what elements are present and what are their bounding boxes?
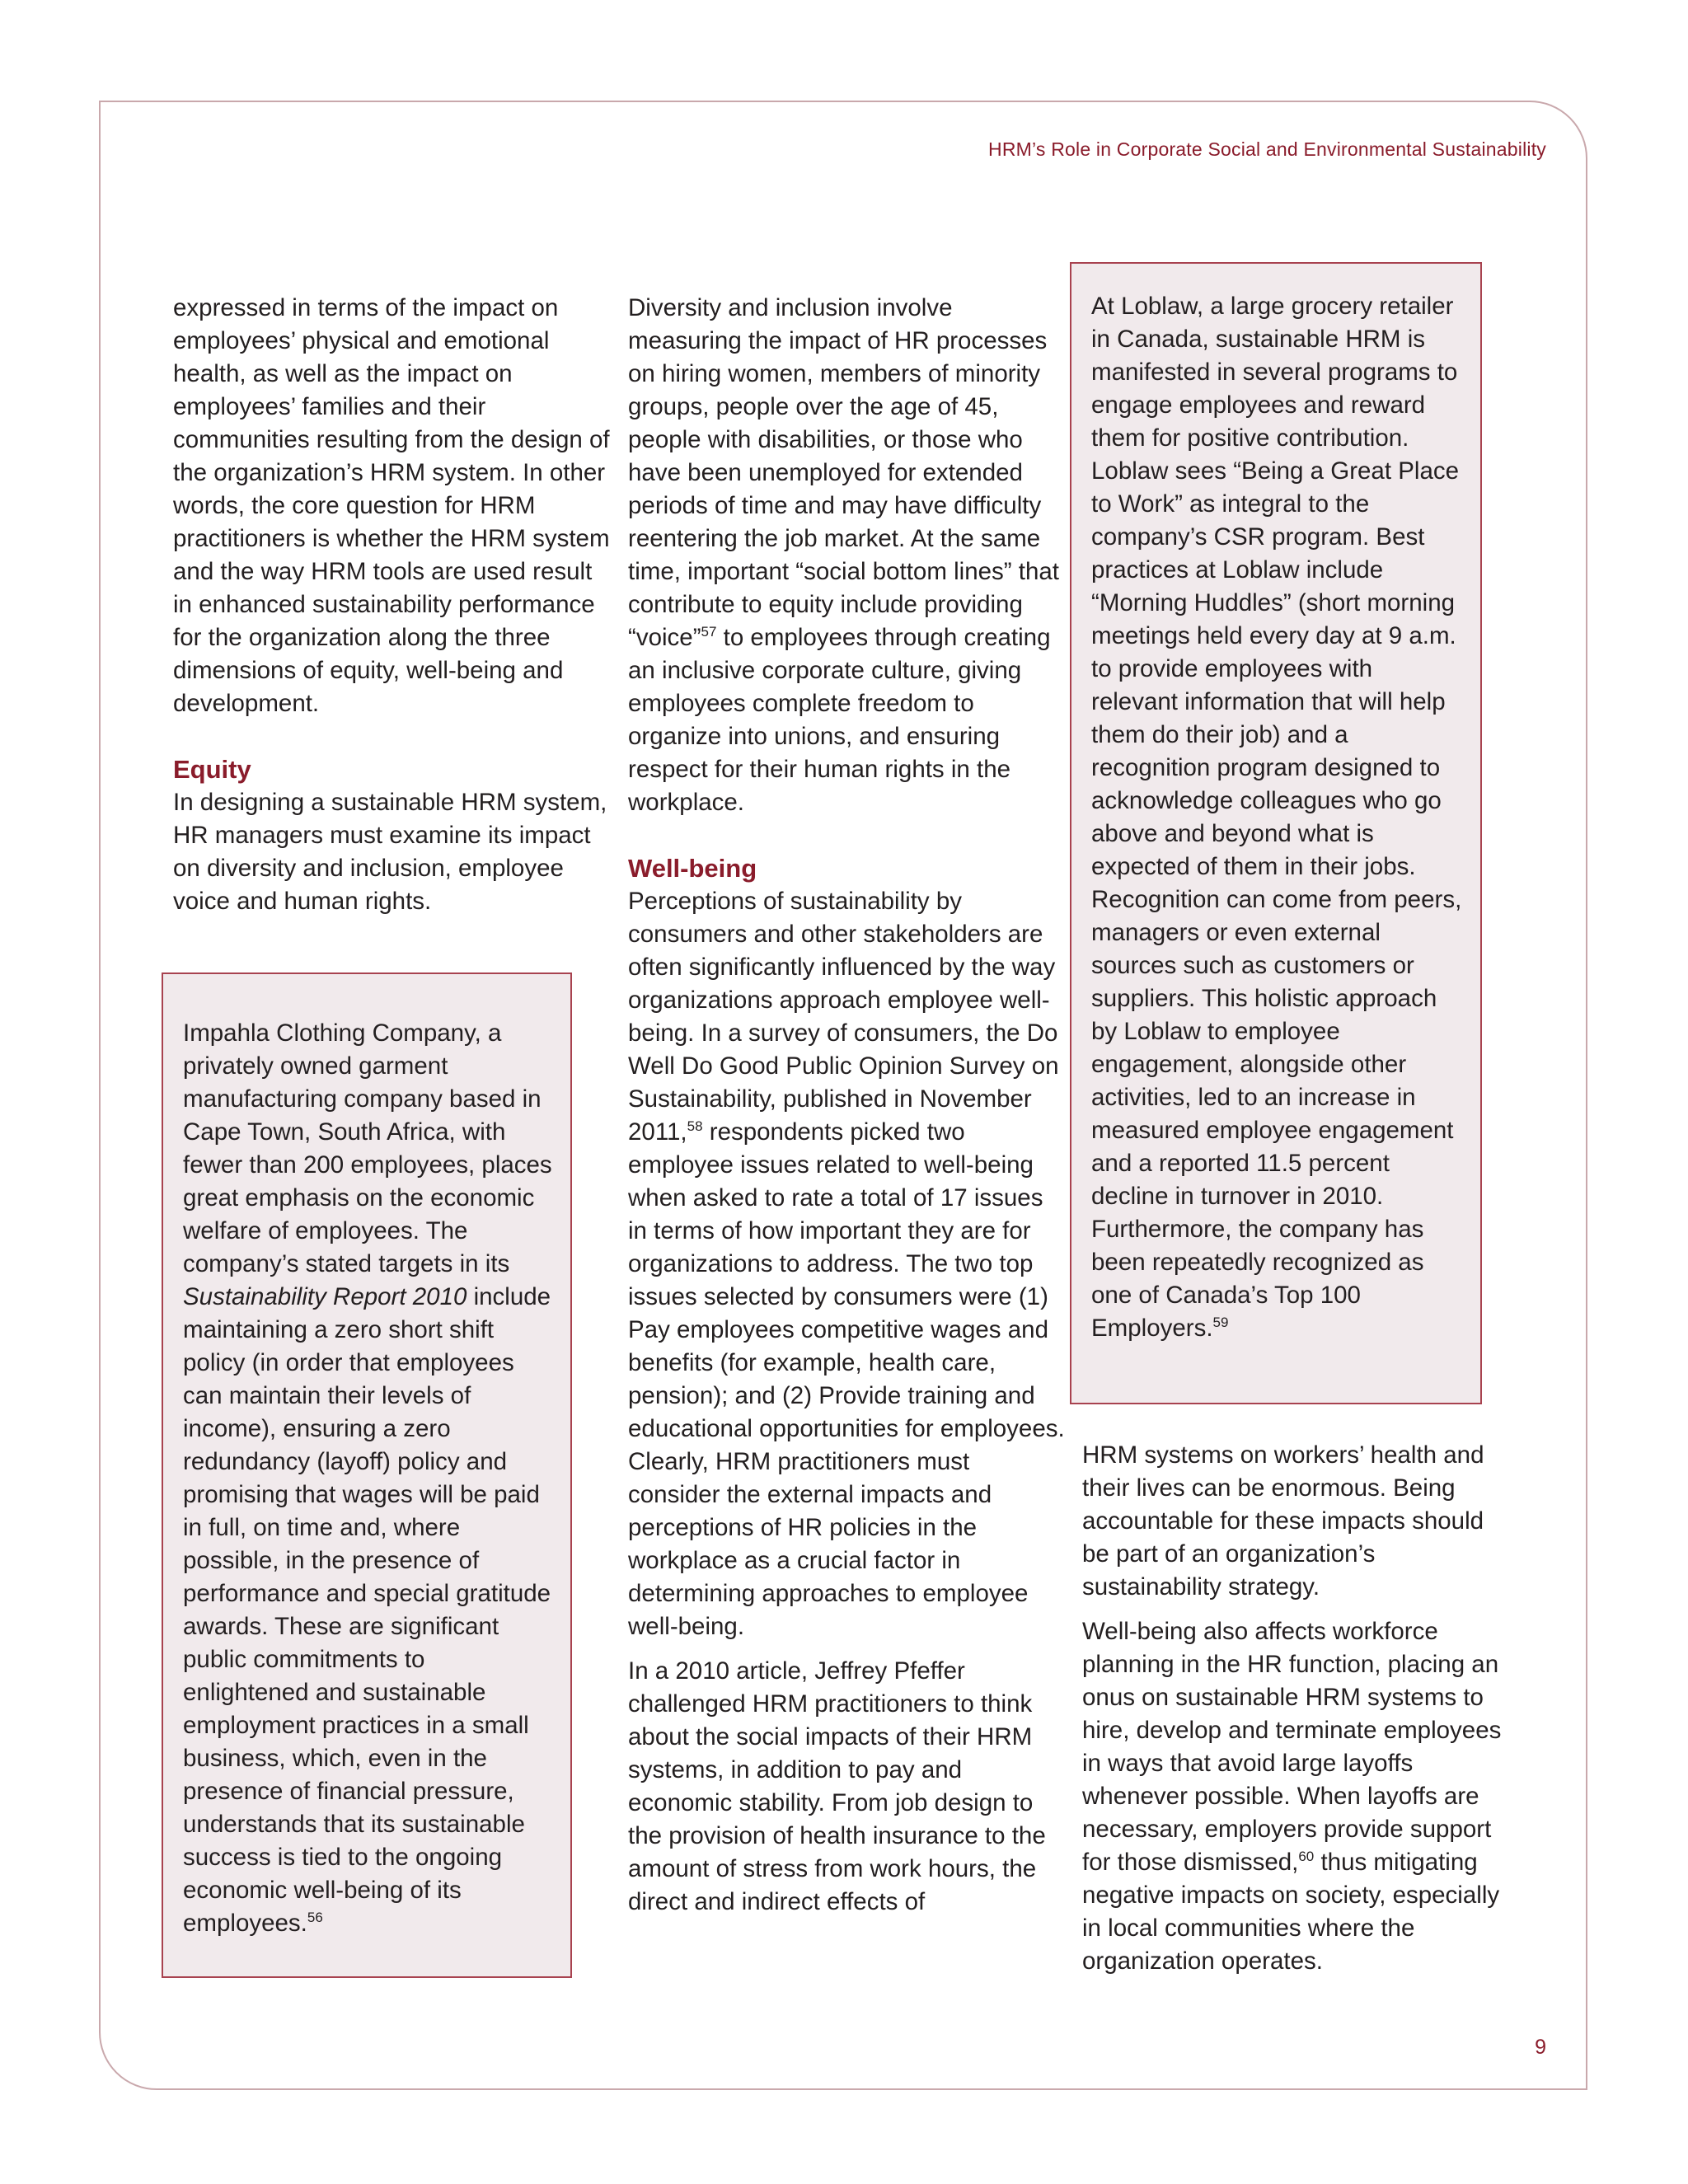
- impahla-case-box: [162, 972, 572, 1978]
- column-middle: [628, 292, 1065, 1919]
- wellbeing-paragraph: Perceptions of sustainability by consumers and other stakeholders are often significantly influenced by the way organizations approach employee well-being. In a survey of consumers, the Do Well Do Good Public Opinion Survey on Sustainability, published in November 2011,58 respondents picked two employee issues related to well-being when asked to rate a total of 17 issues in terms of how important they are for organizations to address. The two top issues selected by consumers were (1) Pay employees competitive wages and benefits (for example, health care, pension); and (2) Provide training and educational opportunities for employees. Clearly, HRM practitioners must consider the external impacts and perceptions of HR policies in the workplace as a crucial factor in determining approaches to employee well-being.: [628, 888, 1065, 1640]
- report-title: Sustainability Report 2010: [183, 1283, 467, 1310]
- running-head: HRM’s Role in Corporate Social and Environmental Sustainability: [988, 138, 1546, 160]
- wellbeing-heading: Well-being: [628, 854, 757, 883]
- continuation-paragraph: HRM systems on workers’ health and their lives can be enormous. Being accountable for these impacts should be part of an organization’s sustainability strategy.: [1082, 1441, 1484, 1601]
- footnote-57: 57: [701, 624, 717, 640]
- pfeffer-paragraph: In a 2010 article, Jeffrey Pfeffer challenged HRM practitioners to think about the social impacts of their HRM systems, in addition to pay and economic stability. From job design to the provision of health insurance to the amount of stress from work hours, the direct and indirect effects of: [628, 1657, 1046, 1915]
- page-number: 9: [1535, 2036, 1546, 2059]
- column-left: [173, 292, 610, 918]
- footnote-56: 56: [307, 1910, 323, 1926]
- footnote-58: 58: [687, 1118, 703, 1135]
- equity-paragraph: In designing a sustainable HRM system, HR managers must examine its impact on diversity and inclusion, employee voice and human rights.: [173, 789, 607, 915]
- footnote-60: 60: [1298, 1849, 1315, 1865]
- column-right: [1082, 1439, 1511, 1978]
- loblaw-case-text: At Loblaw, a large grocery retailer in Canada, sustainable HRM is manifested in several programs to engage employees and reward them for positive contribution. Loblaw sees “Being a Great Place to Work” as integral to the company’s CSR program. Best practices at Loblaw include “Morning Huddles” (short morning meetings held every day at 9 a.m. to provide employees with relevant information that will help them do their job) and a recognition program designed to acknowledge colleagues who go above and beyond what is expected of them in their jobs. Recognition can come from peers, managers or even external sources such as customers or suppliers. This holistic approach by Loblaw to employee engagement, alongside other activities, led to an increase in measured employee engagement and a reported 11.5 percent decline in turnover in 2010. Furthermore, the company has been repeatedly recognized as one of Canada’s Top 100 Employers.$^{59}$: [1091, 293, 1462, 1342]
- footnote-59: 59: [1212, 1315, 1229, 1331]
- impahla-case-text: Impahla Clothing Company, a privately owned garment manufacturing company based in Cape Town, South Africa, with fewer than 200 employees, places great emphasis on the economic welfare of employees. The company’s stated targets in its Sustainability Report 2010 include maintaining a zero short shift policy (in order that employees can maintain their levels of income), ensuring a zero redundancy (layoff) policy and promising that wages will be paid in full, on time and, where possible, in the presence of performance and special gratitude awards. These are significant public commitments to enlightened and sustainable employment practices in a small business, which, even in the presence of financial pressure, understands that its sustainable success is tied to the ongoing economic well-being of its employees.$^{56}$: [183, 1019, 552, 1937]
- workforce-paragraph: Well-being also affects workforce planning in the HR function, placing an onus on sustainable HRM systems to hire, develop and terminate employees in ways that avoid large layoffs whenever possible. When layoffs are necessary, employers provide support for those dismissed,$^{60}$ thus mitigating negative impacts on society, especially in local communities where the organization operates.: [1082, 1618, 1502, 1975]
- equity-heading: Equity: [173, 755, 251, 784]
- diversity-paragraph: Diversity and inclusion involve measuring the impact of HR processes on hiring women, members of minority groups, people over the age of 45, people with disabilities, or those who have been unemployed for extended periods of time and may have difficulty reentering the job market. At the same time, important “social bottom lines” that contribute to equity include providing “voice”$^{57}$ to employees through creating an inclusive corporate culture, giving employees complete freedom to organize into unions, and ensuring respect for their human rights in the workplace.: [628, 294, 1060, 816]
- intro-paragraph: expressed in terms of the impact on employees’ physical and emotional health, as well as the impact on employees’ families and their communities resulting from the design of the organization’s HRM system. In other words, the core question for HRM practitioners is whether the HRM system and the way HRM tools are used result in enhanced sustainability performance for the organization along the three dimensions of equity, well-being and development.: [173, 294, 610, 717]
- loblaw-case-box: [1070, 262, 1482, 1404]
